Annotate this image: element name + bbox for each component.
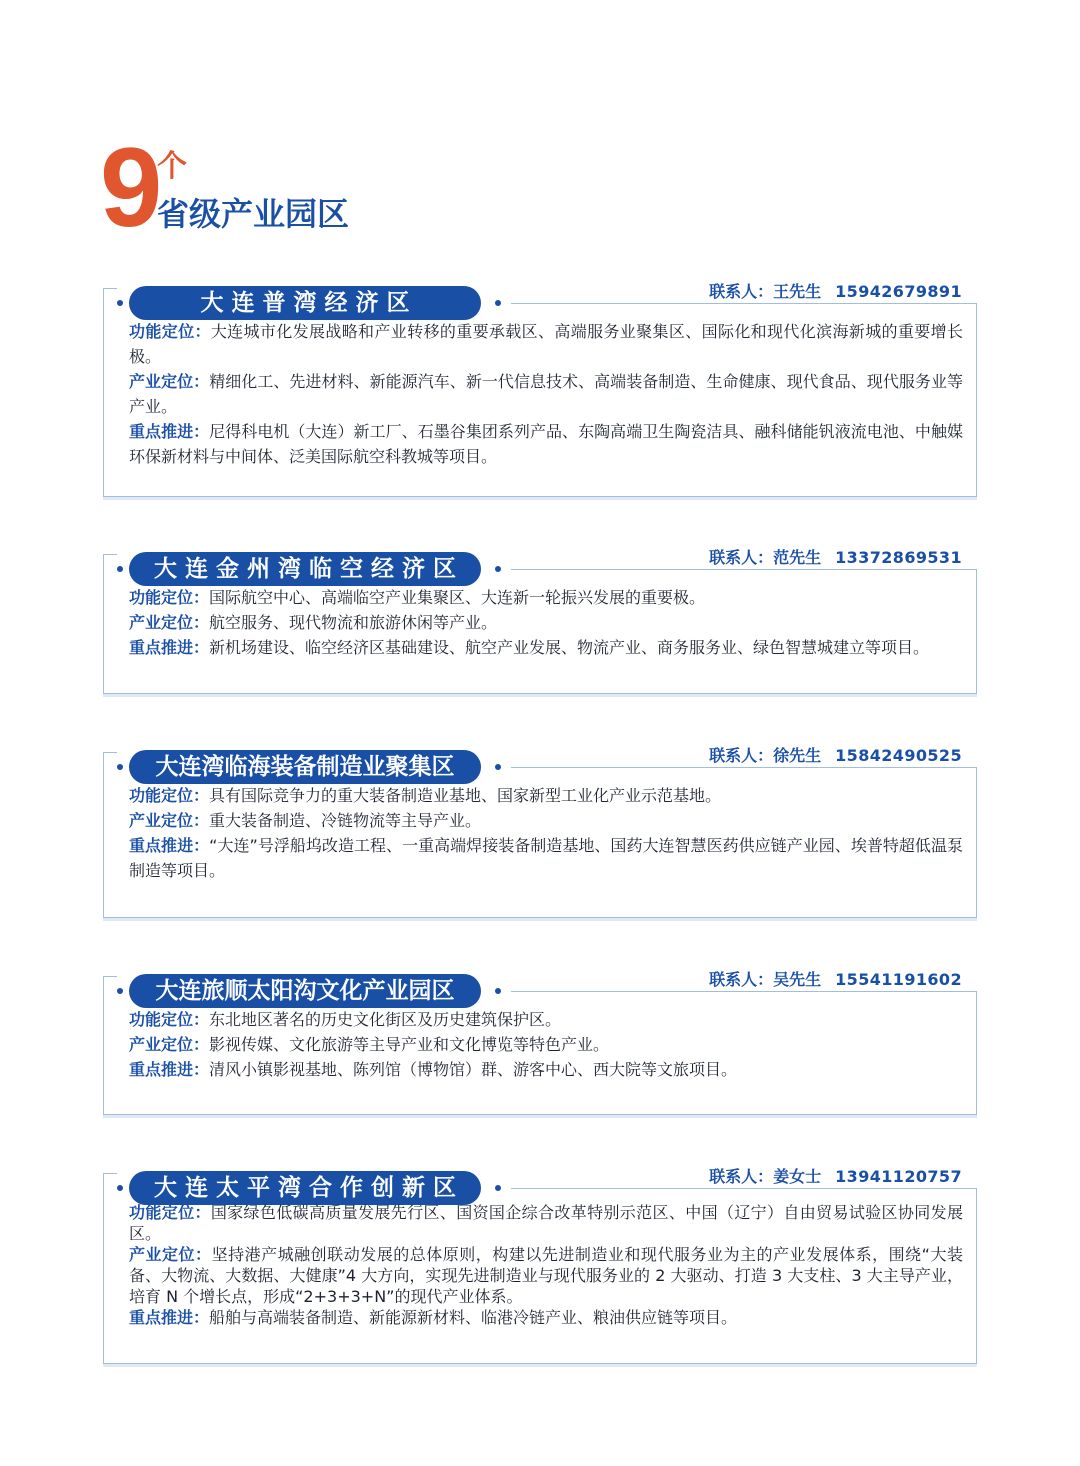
park-title: 大连湾临海装备制造业聚集区 (129, 750, 481, 784)
park-details (129, 783, 963, 883)
industry-paragraph (129, 1032, 963, 1057)
title-rule (511, 991, 977, 992)
contact-name: 王先生 (773, 282, 822, 301)
function-text: 大连城市化发展战略和产业转移的重要承载区、高端服务业聚集区、国际化和现代化滨海新城的重要增长极。 (129, 322, 963, 366)
function-paragraph (129, 1007, 963, 1032)
focus-text: 船舶与高端装备制造、新能源新材料、临港冷链产业、粮油供应链等项目。 (209, 1308, 738, 1327)
focus-text: 清风小镇影视基地、陈列馆（博物馆）群、游客中心、西大院等文旅项目。 (209, 1060, 738, 1079)
contact-info (709, 545, 962, 568)
industry-text: 重大装备制造、冷链物流等主导产业。 (209, 811, 482, 830)
focus-paragraph (129, 1307, 963, 1328)
contact-prefix: 联系人： (709, 1167, 774, 1186)
focus-label: 重点推进： (129, 422, 210, 441)
title-rule (511, 767, 977, 768)
focus-label: 重点推进： (129, 638, 210, 657)
industry-text: 精细化工、先进材料、新能源汽车、新一代信息技术、高端装备制造、生命健康、现代食品、现代服务业等产业。 (129, 372, 963, 416)
industry-label: 产业定位： (129, 1035, 210, 1054)
contact-prefix: 联系人： (709, 548, 774, 567)
contact-info (709, 279, 962, 302)
bullet-dot (495, 988, 501, 994)
contact-phone: 15541191602 (835, 970, 962, 989)
title-rule (511, 1188, 977, 1189)
focus-label: 重点推进： (129, 1308, 210, 1327)
bullet-dot (117, 1185, 123, 1191)
contact-prefix: 联系人： (709, 746, 774, 765)
bullet-dot (495, 1185, 501, 1191)
function-paragraph (129, 783, 963, 808)
function-paragraph (129, 585, 963, 610)
contact-phone: 13941120757 (835, 1167, 962, 1186)
title-rule (511, 303, 977, 304)
bullet-dot (495, 764, 501, 770)
bullet-dot (117, 988, 123, 994)
contact-info (709, 743, 962, 766)
function-text: 国家绿色低碳高质量发展先行区、国资国企综合改革特别示范区、中国（辽宁）自由贸易试验区协同发展区。 (129, 1203, 963, 1243)
industry-paragraph (129, 808, 963, 833)
function-text: 东北地区著名的历史文化街区及历史建筑保护区。 (209, 1010, 562, 1029)
industry-label: 产业定位： (129, 372, 210, 391)
focus-text: “大连”号浮船坞改造工程、一重高端焊接装备制造基地、国药大连智慧医药供应链产业园、埃普特超低温泵制造等项目。 (129, 836, 963, 880)
industry-label: 产业定位： (129, 1245, 212, 1264)
header-unit: 个 (157, 149, 187, 184)
industry-text: 航空服务、现代物流和旅游休闲等产业。 (209, 613, 498, 632)
industry-label: 产业定位： (129, 811, 210, 830)
function-label: 功能定位： (129, 1203, 211, 1222)
industry-paragraph (129, 610, 963, 635)
function-text: 国际航空中心、高端临空产业集聚区、大连新一轮振兴发展的重要极。 (209, 588, 706, 607)
function-paragraph (129, 1202, 963, 1244)
function-text: 具有国际竞争力的重大装备制造业基地、国家新型工业化产业示范基地。 (209, 786, 722, 805)
header-number: 9 (100, 125, 161, 250)
contact-prefix: 联系人： (709, 970, 774, 989)
title-rule (511, 569, 977, 570)
contact-name: 范先生 (773, 548, 822, 567)
park-details (129, 1202, 963, 1328)
park-title: 大 连 普 湾 经 济 区 (129, 286, 481, 320)
industry-text: 坚持港产城融创联动发展的总体原则，构建以先进制造业和现代服务业为主的产业发展体系，围绕“大装备、大物流、大数据、大健康”4 大方向，实现先进制造业与现代服务业的 2 大驱动、打造 3 大支柱、3 大主导产业，培育 N 个增长点，形成“2+3+3+N”的现代产业体系。 (129, 1245, 963, 1306)
park-title: 大 连 太 平 湾 合 作 创 新 区 (129, 1171, 481, 1205)
park-details (129, 585, 963, 660)
bullet-dot (495, 300, 501, 306)
industry-label: 产业定位： (129, 613, 210, 632)
industry-paragraph (129, 369, 963, 419)
focus-paragraph (129, 419, 963, 469)
contact-name: 姜女士 (773, 1167, 822, 1186)
contact-prefix: 联系人： (709, 282, 774, 301)
contact-name: 吴先生 (773, 970, 822, 989)
contact-phone: 15942679891 (835, 282, 962, 301)
function-label: 功能定位： (129, 588, 210, 607)
bullet-dot (117, 300, 123, 306)
bullet-dot (495, 566, 501, 572)
bullet-dot (117, 566, 123, 572)
function-paragraph (129, 319, 963, 369)
contact-phone: 15842490525 (835, 746, 962, 765)
bullet-dot (117, 764, 123, 770)
contact-info (709, 1164, 962, 1187)
park-title: 大连旅顺太阳沟文化产业园区 (129, 974, 481, 1008)
park-title: 大 连 金 州 湾 临 空 经 济 区 (129, 552, 481, 586)
focus-paragraph (129, 833, 963, 883)
focus-label: 重点推进： (129, 836, 210, 855)
function-label: 功能定位： (129, 322, 211, 341)
contact-info (709, 967, 962, 990)
park-details (129, 1007, 963, 1082)
industry-text: 影视传媒、文化旅游等主导产业和文化博览等特色产业。 (209, 1035, 610, 1054)
focus-label: 重点推进： (129, 1060, 210, 1079)
page-title: 省级产业园区 (157, 195, 350, 233)
focus-paragraph (129, 635, 963, 660)
function-label: 功能定位： (129, 786, 210, 805)
function-label: 功能定位： (129, 1010, 210, 1029)
contact-phone: 13372869531 (835, 548, 962, 567)
focus-text: 尼得科电机（大连）新工厂、石墨谷集团系列产品、东陶高端卫生陶瓷洁具、融科储能钒液流电池、中触媒环保新材料与中间体、泛美国际航空科教城等项目。 (129, 422, 963, 466)
park-details (129, 319, 963, 469)
contact-name: 徐先生 (773, 746, 822, 765)
focus-paragraph (129, 1057, 963, 1082)
focus-text: 新机场建设、临空经济区基础建设、航空产业发展、物流产业、商务服务业、绿色智慧城建立等项目。 (209, 638, 930, 657)
industry-paragraph (129, 1244, 963, 1307)
